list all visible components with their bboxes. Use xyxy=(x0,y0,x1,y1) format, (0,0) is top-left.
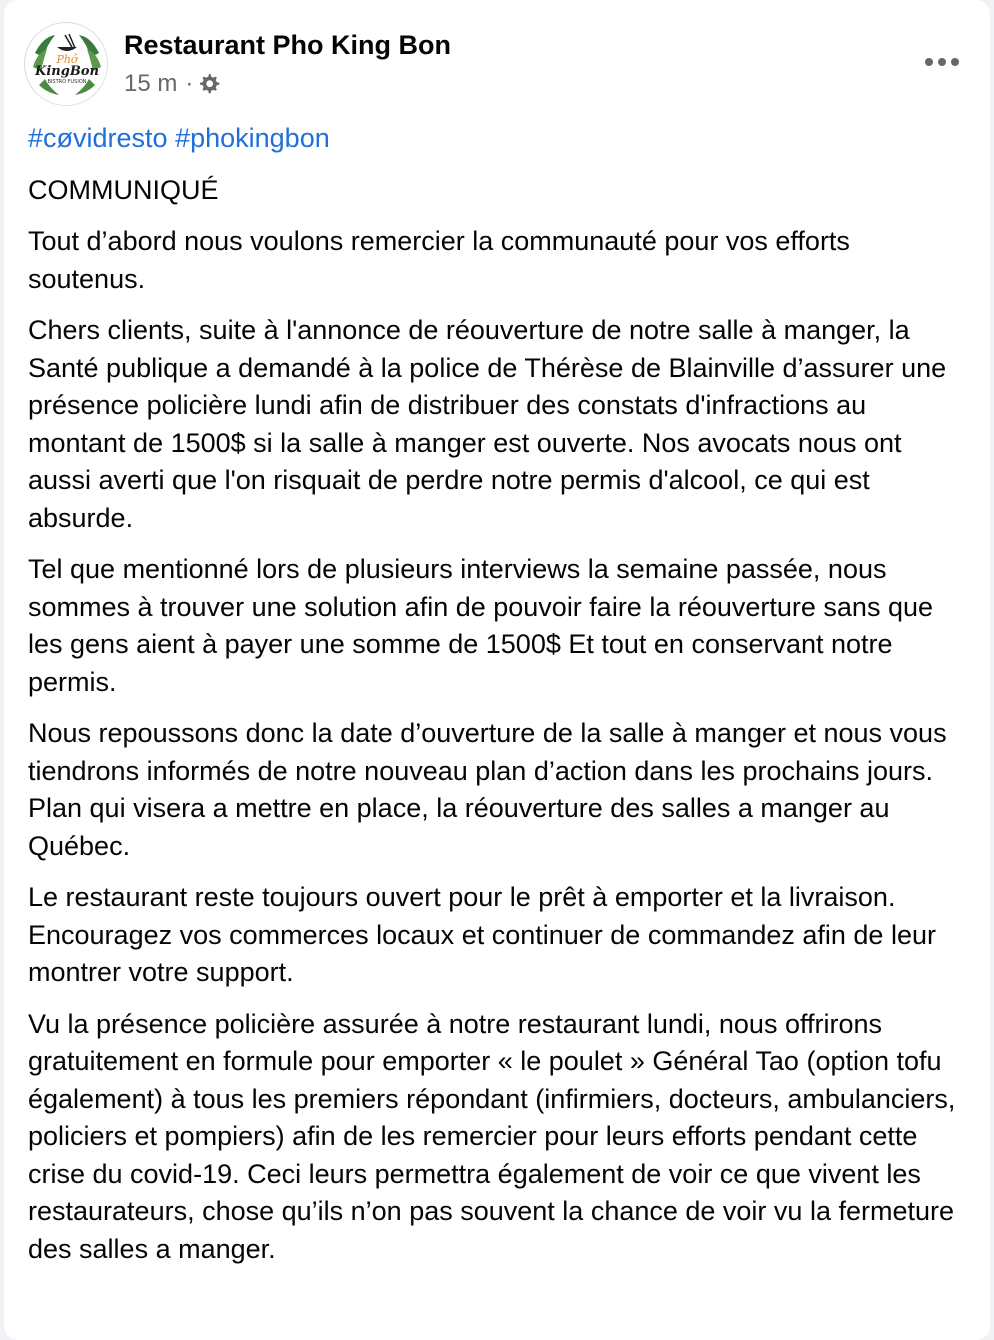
post-meta xyxy=(124,70,221,98)
post-paragraph: Vu la présence policière assurée à notre restaurant lundi, nous offrirons gratuitement en formule pour emporter « le poulet » Général Tao (option tofu également) à tous les premiers répondant (infirmiers, docteurs, ambulanciers, policiers et pompiers) afin de les remercier pour leurs efforts pendant cette crise du covid-19. Ceci leurs permettra également de voir ce que vivent les restaurateurs, chose qu’ils n’on pas souvent la chance de voir vu la fermeture des salles a manger. xyxy=(28,1008,956,1264)
post-card xyxy=(4,0,990,1340)
logo-text-main: KingBon xyxy=(35,64,99,79)
hashtag-link[interactable]: #phokingbon xyxy=(175,123,330,153)
logo-text-sub: BISTRO FUSION xyxy=(47,79,87,85)
post-paragraph: Chers clients, suite à l'annonce de réouverture de notre salle à manger, la Santé publique a demandé à la police de Thérèse de Blainville d’assurer une présence policière lundi afin de distribuer des constats d'infractions au montant de 1500$ si la salle à manger est ouverte. Nos avocats nous ont aussi averti que l'on risquait de perdre notre permis d'alcool, ce qui est absurde. xyxy=(28,315,947,533)
post-body xyxy=(28,120,968,1282)
post-paragraph: Nous repoussons donc la date d’ouverture de la salle à manger et nous vous tiendrons informés de notre nouveau plan d’action dans les prochains jours. Plan qui visera a mettre en place, la réouverture des salles a manger au Québec. xyxy=(28,718,947,861)
post-paragraph: COMMUNIQUÉ xyxy=(28,174,219,205)
hashtag-link[interactable]: #cøvidresto xyxy=(28,123,168,153)
page-name-link[interactable]: Restaurant Pho King Bon xyxy=(124,30,452,60)
hashtag-row xyxy=(28,120,968,158)
post-header xyxy=(4,0,990,110)
logo-text-top: Phở xyxy=(56,53,78,66)
post-paragraph: Tout d’abord nous voulons remercier la communauté pour vos efforts soutenus. xyxy=(28,226,850,294)
post-paragraph: Tel que mentionné lors de plusieurs interviews la semaine passée, nous sommes à trouver une solution afin de pouvoir faire la réouverture sans que les gens aient à payer une somme de 1500$ Et tout en conservant notre permis. xyxy=(28,554,934,697)
post-paragraph: Le restaurant reste toujours ouvert pour le prêt à emporter et la livraison. Encouragez vos commerces locaux et continuer de commandez afin de leur montrer votre support. xyxy=(28,882,936,987)
more-options-icon[interactable] xyxy=(918,46,966,78)
page-avatar[interactable] xyxy=(24,22,108,106)
meta-separator: · xyxy=(185,70,194,97)
post-timestamp[interactable]: 15 m xyxy=(124,70,178,97)
gear-icon[interactable] xyxy=(197,72,221,96)
restaurant-logo xyxy=(25,23,108,106)
